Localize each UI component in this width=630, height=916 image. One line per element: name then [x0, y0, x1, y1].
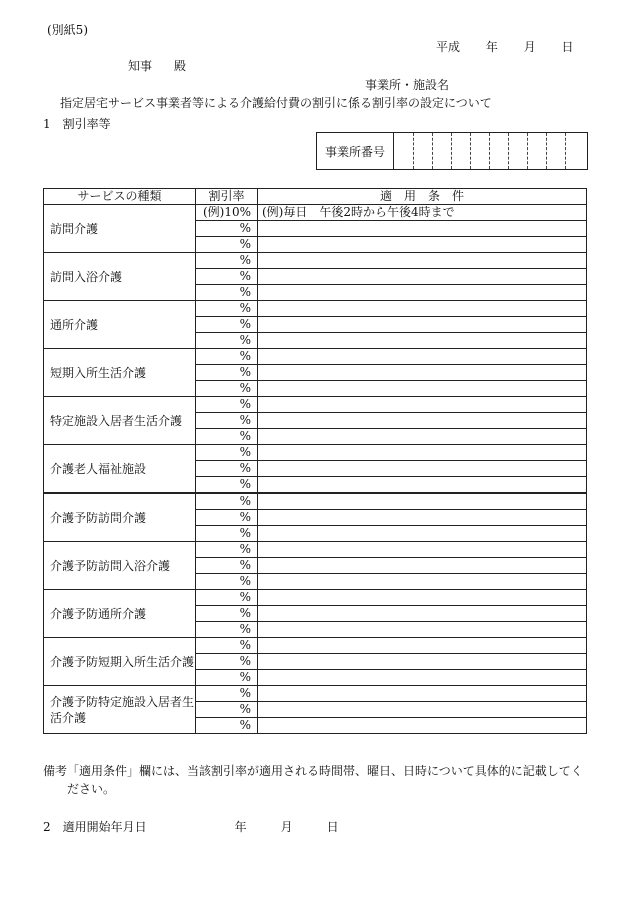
date-line — [436, 41, 574, 53]
service-type-cell: 介護老人福祉施設 — [44, 445, 196, 494]
rate-cell[interactable]: % — [196, 301, 258, 317]
condition-cell[interactable] — [258, 349, 587, 365]
rate-cell[interactable]: % — [196, 429, 258, 445]
service-type-cell: 介護予防特定施設入居者生活介護 — [44, 686, 196, 734]
addressee — [128, 60, 186, 72]
office-number-box — [316, 132, 588, 170]
discount-rate-table — [43, 188, 587, 734]
rate-cell[interactable]: % — [196, 590, 258, 606]
condition-cell[interactable] — [258, 686, 587, 702]
table-row — [44, 590, 587, 606]
addressee-title: 知事 — [128, 59, 153, 73]
table-row — [44, 686, 587, 702]
date-era: 平成 — [436, 40, 461, 54]
condition-cell[interactable] — [258, 285, 587, 301]
service-type-cell: 介護予防訪問介護 — [44, 493, 196, 542]
date-month: 月 — [523, 40, 536, 54]
table-body — [44, 205, 587, 734]
header-discount-rate: 割引率 — [196, 189, 258, 205]
service-type-cell: 介護予防訪問入浴介護 — [44, 542, 196, 590]
rate-cell[interactable]: % — [196, 445, 258, 461]
rate-cell[interactable]: % — [196, 413, 258, 429]
condition-cell[interactable] — [258, 654, 587, 670]
condition-cell[interactable] — [258, 381, 587, 397]
condition-cell[interactable] — [258, 670, 587, 686]
rate-cell[interactable]: % — [196, 670, 258, 686]
condition-cell[interactable] — [258, 718, 587, 734]
service-type-cell: 特定施設入居者生活介護 — [44, 397, 196, 445]
rate-cell[interactable]: % — [196, 461, 258, 477]
section2-heading: 2 適用開始年月日 — [43, 820, 147, 834]
table-row — [44, 397, 587, 413]
condition-cell[interactable] — [258, 413, 587, 429]
condition-cell[interactable] — [258, 333, 587, 349]
form-note: (別紙5) — [47, 23, 88, 37]
condition-cell[interactable] — [258, 317, 587, 333]
condition-cell[interactable] — [258, 301, 587, 317]
rate-cell[interactable]: % — [196, 574, 258, 590]
table-row — [44, 205, 587, 221]
table-row — [44, 301, 587, 317]
condition-cell[interactable] — [258, 237, 587, 253]
condition-cell[interactable] — [258, 493, 587, 510]
section1-heading: 1 割引率等 — [43, 117, 111, 131]
condition-cell[interactable] — [258, 269, 587, 285]
rate-cell[interactable]: % — [196, 526, 258, 542]
office-number-digit[interactable] — [565, 133, 566, 169]
rate-cell[interactable]: % — [196, 237, 258, 253]
header-service-type: サービスの種類 — [44, 189, 196, 205]
rate-cell[interactable]: % — [196, 285, 258, 301]
office-number-digit[interactable] — [451, 133, 452, 169]
condition-cell[interactable] — [258, 606, 587, 622]
condition-cell[interactable] — [258, 429, 587, 445]
office-number-digit[interactable] — [527, 133, 528, 169]
rate-cell[interactable]: % — [196, 702, 258, 718]
service-type-cell: 訪問介護 — [44, 205, 196, 253]
table-row — [44, 542, 587, 558]
service-type-cell: 介護予防通所介護 — [44, 590, 196, 638]
service-type-cell: 介護予防短期入所生活介護 — [44, 638, 196, 686]
condition-cell[interactable] — [258, 365, 587, 381]
condition-cell[interactable] — [258, 397, 587, 413]
rate-cell[interactable]: % — [196, 638, 258, 654]
rate-cell[interactable]: % — [196, 493, 258, 510]
facility-name-label: 事業所・施設名 — [365, 78, 450, 92]
rate-cell[interactable]: % — [196, 542, 258, 558]
office-number-digit[interactable] — [489, 133, 490, 169]
section2-start-date — [43, 821, 373, 833]
office-number-digit[interactable] — [413, 133, 414, 169]
rate-cell[interactable]: % — [196, 558, 258, 574]
rate-cell[interactable]: % — [196, 365, 258, 381]
service-type-cell: 訪問入浴介護 — [44, 253, 196, 301]
remark-text: 「適用条件」欄には、当該割引率が適用される時間帯、曜日、日時について具体的に記載してください。 — [67, 764, 583, 796]
date-year: 年 — [485, 40, 498, 54]
start-year: 年 — [234, 820, 247, 834]
table-row — [44, 349, 587, 365]
condition-cell[interactable] — [258, 590, 587, 606]
document-title: 指定居宅サービス事業者等による介護給付費の割引に係る割引率の設定について — [60, 96, 492, 110]
rate-cell[interactable]: % — [196, 606, 258, 622]
office-number-label: 事業所番号 — [317, 133, 394, 169]
condition-cell[interactable] — [258, 526, 587, 542]
honorific: 殿 — [174, 59, 187, 73]
office-number-digit[interactable] — [432, 133, 433, 169]
rate-cell[interactable]: % — [196, 269, 258, 285]
condition-cell[interactable] — [258, 622, 587, 638]
rate-cell[interactable]: % — [196, 221, 258, 237]
header-conditions: 適 用 条 件 — [258, 189, 587, 205]
rate-cell[interactable]: % — [196, 477, 258, 494]
condition-cell[interactable] — [258, 221, 587, 237]
rate-cell[interactable]: % — [196, 510, 258, 526]
condition-cell[interactable] — [258, 461, 587, 477]
rate-cell[interactable]: % — [196, 654, 258, 670]
table-row — [44, 493, 587, 510]
rate-cell[interactable]: % — [196, 349, 258, 365]
condition-cell[interactable] — [258, 445, 587, 461]
service-type-cell: 通所介護 — [44, 301, 196, 349]
rate-cell[interactable]: % — [196, 397, 258, 413]
service-type-cell: 短期入所生活介護 — [44, 349, 196, 397]
start-month: 月 — [280, 820, 293, 834]
date-day: 日 — [561, 40, 574, 54]
office-number-digit[interactable] — [470, 133, 471, 169]
rate-cell[interactable]: % — [196, 622, 258, 638]
condition-cell[interactable] — [258, 253, 587, 269]
office-number-digit[interactable] — [508, 133, 509, 169]
start-day: 日 — [326, 820, 339, 834]
rate-cell[interactable]: % — [196, 333, 258, 349]
rate-cell[interactable]: % — [196, 253, 258, 269]
table-row — [44, 253, 587, 269]
office-number-digit[interactable] — [546, 133, 547, 169]
table-row — [44, 638, 587, 654]
remark-head: 備考 — [43, 764, 68, 778]
condition-cell[interactable] — [258, 574, 587, 590]
rate-cell[interactable]: % — [196, 381, 258, 397]
rate-cell[interactable]: % — [196, 718, 258, 734]
table-row — [44, 445, 587, 461]
condition-cell[interactable] — [258, 510, 587, 526]
rate-cell[interactable]: % — [196, 317, 258, 333]
condition-cell[interactable] — [258, 638, 587, 654]
condition-cell[interactable] — [258, 477, 587, 494]
rate-cell[interactable]: % — [196, 686, 258, 702]
condition-cell[interactable] — [258, 558, 587, 574]
condition-cell[interactable] — [258, 542, 587, 558]
example-rate-cell: (例)10% — [196, 205, 258, 221]
condition-cell[interactable] — [258, 702, 587, 718]
example-condition-cell: (例)毎日 午後2時から午後4時まで — [258, 205, 587, 221]
